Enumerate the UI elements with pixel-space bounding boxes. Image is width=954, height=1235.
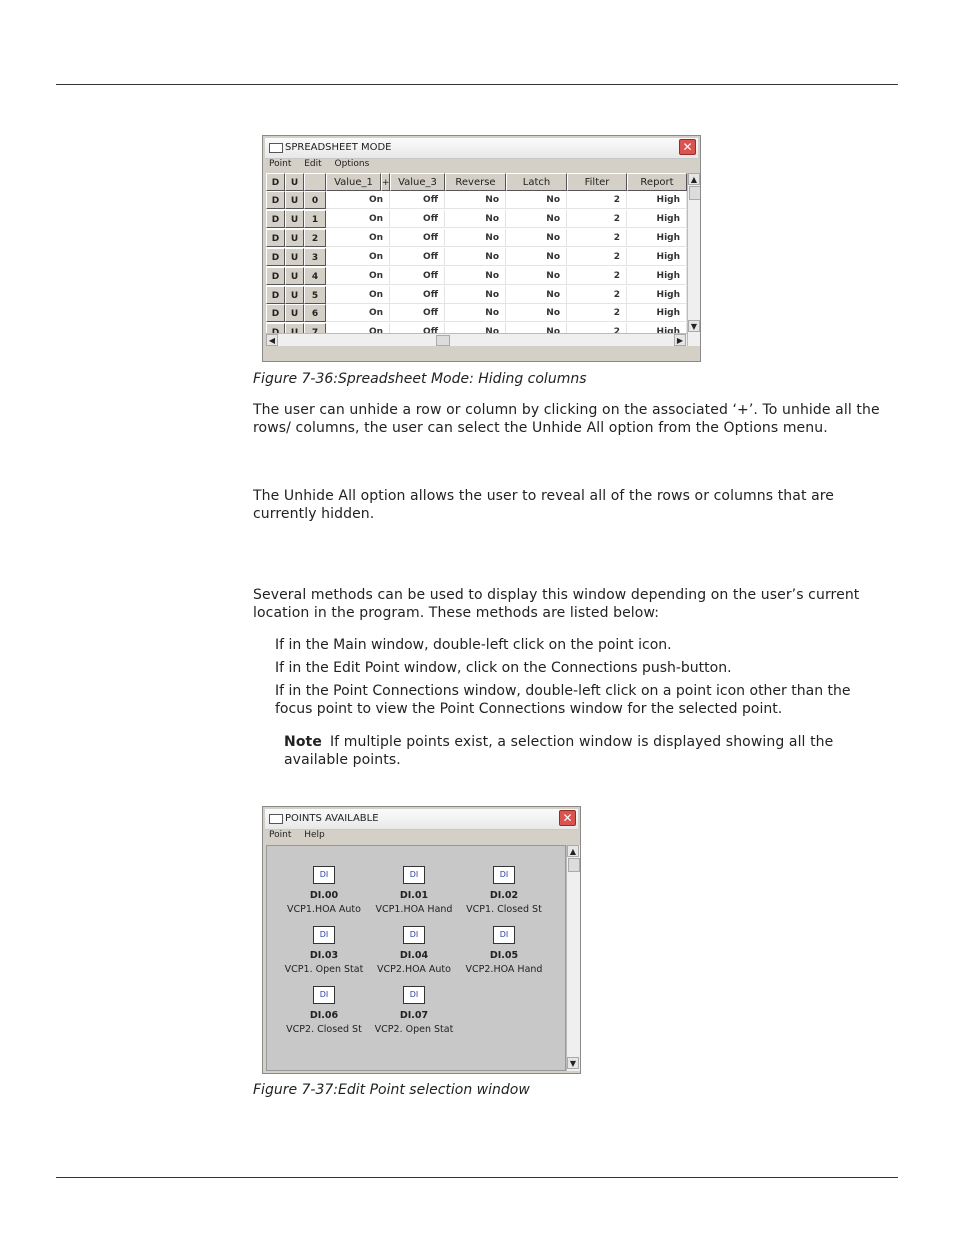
table-cell[interactable]: On [326, 286, 390, 304]
point-item[interactable] [279, 866, 369, 917]
table-cell[interactable]: 2 [567, 210, 627, 228]
scroll-up-icon[interactable]: ▲ [688, 173, 700, 185]
point-name: DI.01 [399, 890, 429, 901]
scroll-right-icon[interactable]: ▶ [674, 334, 686, 346]
figure-caption-1: Figure 7-36:Spreadsheet Mode: Hiding columns [253, 371, 587, 387]
point-item[interactable] [369, 986, 459, 1037]
table-cell[interactable]: Off [390, 267, 445, 285]
row-unhide-button[interactable]: U [285, 210, 304, 228]
paragraph-methods: Several methods can be used to display this window depending on the user’s current location in the program. These methods are listed below: [253, 587, 860, 621]
table-cell[interactable]: 2 [567, 229, 627, 247]
bullet-main-window: If in the Main window, double-left click on the point icon. [275, 637, 672, 653]
point-description: VCP1.HOA Hand [375, 904, 453, 915]
row-unhide-button[interactable]: U [285, 191, 304, 209]
spreadsheet-menubar [265, 159, 698, 173]
menu-options[interactable]: Options [334, 159, 370, 169]
column-delete-button[interactable]: D [266, 173, 285, 191]
table-cell[interactable]: High [627, 248, 687, 266]
table-cell[interactable]: 2 [567, 191, 627, 209]
table-cell[interactable]: No [506, 229, 567, 247]
row-delete-button[interactable]: D [266, 267, 285, 285]
table-cell[interactable]: On [326, 267, 390, 285]
spreadsheet-title: SPREADSHEET MODE [285, 142, 392, 153]
vertical-scrollbar[interactable] [687, 173, 700, 346]
point-description: VCP2.HOA Hand [465, 964, 543, 975]
close-icon[interactable]: ✕ [679, 139, 696, 155]
table-cell[interactable]: No [445, 229, 506, 247]
row-unhide-button[interactable]: U [285, 304, 304, 322]
table-cell[interactable]: Off [390, 304, 445, 322]
digital-input-icon [403, 866, 425, 884]
row-delete-button[interactable]: D [266, 210, 285, 228]
row-delete-button[interactable]: D [266, 229, 285, 247]
point-description: VCP2. Open Stat [374, 1024, 454, 1035]
table-cell[interactable]: High [627, 229, 687, 247]
table-cell[interactable]: No [445, 191, 506, 209]
table-cell[interactable]: On [326, 210, 390, 228]
point-item[interactable] [369, 926, 459, 977]
bullet-edit-point: If in the Edit Point window, click on the Connections push-button. [275, 660, 732, 676]
table-cell[interactable]: No [445, 267, 506, 285]
point-name: DI.06 [309, 1010, 339, 1021]
point-item[interactable] [279, 986, 369, 1037]
row-header[interactable]: 3 [304, 248, 326, 266]
note-text: If multiple points exist, a selection window is displayed showing all the available points. [284, 734, 834, 768]
point-item[interactable] [459, 866, 549, 917]
icon-label: DI [409, 930, 419, 939]
table-cell[interactable]: 2 [567, 267, 627, 285]
horizontal-scrollbar[interactable] [266, 333, 687, 346]
points-title: POINTS AVAILABLE [285, 813, 379, 824]
table-cell[interactable]: Off [390, 248, 445, 266]
table-cell[interactable]: No [506, 210, 567, 228]
digital-input-icon [313, 926, 335, 944]
column-header-report[interactable]: Report [627, 173, 687, 191]
menu-point[interactable]: Point [269, 830, 292, 840]
row-header[interactable]: 6 [304, 304, 326, 322]
table-cell[interactable]: High [627, 191, 687, 209]
row-delete-button[interactable]: D [266, 304, 285, 322]
column-header-latch[interactable]: Latch [506, 173, 567, 191]
digital-input-icon [493, 926, 515, 944]
menu-point[interactable]: Point [269, 159, 292, 169]
paragraph-unhide: The user can unhide a row or column by clicking on the associated ‘+’. To unhide all the rows/ columns, the user can select the Unhide All option from the Options menu. [253, 402, 880, 436]
table-cell[interactable]: No [506, 267, 567, 285]
row-delete-button[interactable]: D [266, 191, 285, 209]
table-cell[interactable]: No [506, 304, 567, 322]
point-name: DI.00 [309, 890, 339, 901]
menu-edit[interactable]: Edit [304, 159, 322, 169]
point-item[interactable] [369, 866, 459, 917]
icon-label: DI [319, 870, 329, 879]
table-cell[interactable]: On [326, 248, 390, 266]
point-description: VCP1. Open Stat [284, 964, 364, 975]
icon-label: DI [499, 870, 509, 879]
table-cell[interactable]: Off [390, 191, 445, 209]
row-unhide-button[interactable]: U [285, 248, 304, 266]
scroll-thumb[interactable] [689, 186, 700, 200]
digital-input-icon [403, 986, 425, 1004]
row-unhide-button[interactable]: U [285, 267, 304, 285]
icon-label: DI [319, 990, 329, 999]
note-label: Note [284, 734, 322, 750]
icon-label: DI [409, 990, 419, 999]
point-description: VCP1.HOA Auto [287, 904, 361, 915]
scroll-up-icon[interactable]: ▲ [567, 845, 579, 857]
row-unhide-button[interactable]: U [285, 229, 304, 247]
table-cell[interactable]: 2 [567, 248, 627, 266]
scroll-down-icon[interactable]: ▼ [567, 1057, 579, 1069]
scroll-left-icon[interactable]: ◀ [266, 334, 278, 346]
table-cell[interactable]: No [445, 304, 506, 322]
point-name: DI.07 [399, 1010, 429, 1021]
points-available-window [262, 806, 581, 1074]
bullet-point-connections: If in the Point Connections window, double-left click on a point icon other than the focus point to view the Point Connections window for the selected point. [275, 683, 851, 717]
row-header[interactable]: 4 [304, 267, 326, 285]
column-header-filter[interactable]: Filter [567, 173, 627, 191]
column-unhide-button[interactable]: U [285, 173, 304, 191]
header-rule [56, 84, 898, 85]
row-delete-button[interactable]: D [266, 286, 285, 304]
table-cell[interactable]: Off [390, 210, 445, 228]
points-vertical-scrollbar[interactable] [566, 845, 580, 1071]
unhide-plus-button[interactable]: + [381, 173, 390, 191]
table-cell[interactable]: High [627, 304, 687, 322]
digital-input-icon [403, 926, 425, 944]
icon-label: DI [409, 870, 419, 879]
point-description: VCP1. Closed St [466, 904, 542, 915]
icon-label: DI [499, 930, 509, 939]
close-icon[interactable]: ✕ [559, 810, 576, 826]
table-cell[interactable]: 2 [567, 286, 627, 304]
digital-input-icon [313, 866, 335, 884]
table-cell[interactable]: High [627, 210, 687, 228]
icon-label: DI [319, 930, 329, 939]
window-icon [269, 814, 283, 824]
table-cell[interactable]: High [627, 286, 687, 304]
digital-input-icon [313, 986, 335, 1004]
window-icon [269, 143, 283, 153]
point-description: VCP2. Closed St [286, 1024, 362, 1035]
table-cell[interactable]: Off [390, 229, 445, 247]
table-cell[interactable]: No [445, 286, 506, 304]
table-cell[interactable]: No [506, 191, 567, 209]
horizontal-scroll-thumb[interactable] [436, 335, 450, 346]
column-header-reverse[interactable]: Reverse [445, 173, 506, 191]
scroll-thumb[interactable] [568, 858, 580, 872]
row-header[interactable]: 0 [304, 191, 326, 209]
menu-help[interactable]: Help [304, 830, 325, 840]
point-name: DI.05 [489, 950, 519, 961]
corner-cell [304, 173, 326, 191]
table-cell[interactable]: No [445, 248, 506, 266]
spreadsheet-titlebar[interactable] [265, 138, 698, 159]
row-header[interactable]: 2 [304, 229, 326, 247]
point-name: DI.03 [309, 950, 339, 961]
column-header-value3[interactable]: Value_3 [390, 173, 445, 191]
table-cell[interactable]: On [326, 229, 390, 247]
row-header[interactable]: 5 [304, 286, 326, 304]
point-name: DI.02 [489, 890, 519, 901]
table-cell[interactable]: No [445, 210, 506, 228]
point-name: DI.04 [399, 950, 429, 961]
footer-rule [56, 1177, 898, 1178]
figure-caption-2: Figure 7-37:Edit Point selection window [253, 1082, 530, 1098]
scroll-down-icon[interactable]: ▼ [688, 320, 700, 332]
table-cell[interactable]: No [506, 286, 567, 304]
row-unhide-button[interactable]: U [285, 286, 304, 304]
point-item[interactable] [459, 926, 549, 977]
note-block [284, 734, 884, 769]
points-menubar [265, 830, 578, 844]
digital-input-icon [493, 866, 515, 884]
table-cell[interactable]: Off [390, 286, 445, 304]
row-header[interactable]: 1 [304, 210, 326, 228]
table-cell[interactable]: On [326, 304, 390, 322]
spreadsheet-window [262, 135, 701, 362]
row-delete-button[interactable]: D [266, 248, 285, 266]
points-panel [266, 845, 566, 1071]
table-cell[interactable]: High [627, 267, 687, 285]
paragraph-unhide-all: The Unhide All option allows the user to reveal all of the rows or columns that are currently hidden. [253, 488, 835, 522]
table-cell[interactable]: No [506, 248, 567, 266]
table-cell[interactable]: 2 [567, 304, 627, 322]
points-titlebar[interactable] [265, 809, 578, 830]
point-item[interactable] [279, 926, 369, 977]
spreadsheet-grid [266, 173, 700, 346]
column-header-value1[interactable]: Value_1 [326, 173, 381, 191]
table-cell[interactable]: On [326, 191, 390, 209]
point-description: VCP2.HOA Auto [377, 964, 451, 975]
